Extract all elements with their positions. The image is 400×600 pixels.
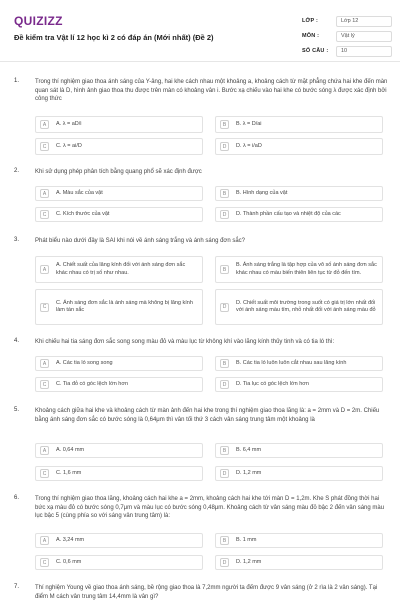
question-text: Khi chiếu hai tia sáng đơn sắc song song màu đỏ và màu lục từ không khí vào lăng kính thủy tinh và có tia ló thì: (35, 339, 335, 345)
q2-option-d[interactable] (215, 207, 383, 222)
option-text: D. Tia lục có góc lệch lớn hơn (236, 380, 309, 387)
option-text: D. Chiết suất môi trường trong suốt có giá trị lớn nhất đối với ánh sáng màu tím, nhỏ nhất đối với ánh sáng màu đỏ (236, 299, 376, 313)
option-letter: D (220, 142, 229, 151)
option-letter: D (220, 303, 229, 312)
meta-class (302, 14, 392, 28)
q3-option-c[interactable] (35, 289, 203, 325)
option-letter: A (40, 536, 49, 545)
option-letter: A (40, 359, 49, 368)
option-letter: B (220, 189, 229, 198)
q2-option-b[interactable] (215, 186, 383, 201)
meta-subject-value: Vật lý (336, 31, 392, 42)
meta-count-label: SỐ CÂU : (302, 48, 329, 54)
option-text: B. λ = D/ai (236, 120, 262, 127)
meta-count (302, 44, 392, 58)
option-letter: A (40, 265, 49, 274)
document-title: Đề kiểm tra Vật lí 12 học kì 2 có đáp án (Mới nhất) (Đề 2) (14, 33, 214, 42)
option-text: D. 1,2 mm (236, 469, 262, 476)
question-number: 2. (14, 168, 20, 174)
option-text: A. Màu sắc của vật (56, 189, 103, 196)
option-letter: D (220, 210, 229, 219)
q1-option-d[interactable] (215, 138, 383, 155)
question-text: Khoảng cách giữa hai khe và khoảng cách từ màn ảnh đến hai khe trong thí nghiệm giao thoa lăng là: a = 2mm và D = 2m. Chiếu bằng ánh sáng đơn sắc có bước sóng là 0,64μm thì vân tối thứ 3 cách vân sáng trung tâm một khoảng là (35, 408, 380, 423)
meta-subject-label: MÔN : (302, 33, 320, 39)
q4-option-c[interactable] (35, 377, 203, 392)
q4-option-b[interactable] (215, 356, 383, 371)
option-text: B. 6,4 mm (236, 446, 262, 453)
option-text: C. λ = ai/D (56, 142, 82, 149)
option-text: D. 1,2 mm (236, 558, 262, 565)
option-text: A. 0,64 mm (56, 446, 85, 453)
option-letter: C (40, 303, 49, 312)
option-letter: B (220, 536, 229, 545)
option-text: A. Các tia ló song song (56, 359, 113, 366)
question-text: Phát biểu nào dưới đây là SAI khi nói về ánh sáng trắng và ánh sáng đơn sắc? (35, 238, 246, 244)
question-number: 1. (14, 78, 20, 84)
q6-option-a[interactable] (35, 533, 203, 548)
q2-option-c[interactable] (35, 207, 203, 222)
q3-option-d[interactable] (215, 289, 383, 325)
question-text: Trong thí nghiệm giao thoa ánh sáng của Y-âng, hai khe cách nhau một khoảng a, khoảng cách từ mặt phẳng chứa hai khe đến màn quan sát là D, hình ảnh giao thoa thu được trên màn có khoảng vân i. Bước xạ chiếu vào hai khe có bước sóng λ được xác định bởi công thức (35, 79, 388, 102)
option-letter: A (40, 189, 49, 198)
option-text: B. Ánh sáng trắng là tập hợp của vô số ánh sáng đơn sắc khác nhau có màu biến thiên liên tục từ đỏ đến tím. (236, 262, 377, 276)
option-text: D. λ = i/aD (236, 142, 262, 149)
meta-count-value: 10 (336, 46, 392, 57)
q5-option-d[interactable] (215, 466, 383, 481)
meta-subject (302, 29, 392, 43)
option-text: A. λ = aD/i (56, 120, 82, 127)
option-text: B. Các tia ló luôn luôn cắt nhau sau lăng kính (236, 359, 347, 366)
quizizz-logo: QUIZIZZ (14, 14, 63, 28)
option-text: B. Hình dạng của vật (236, 189, 288, 196)
q2-option-a[interactable] (35, 186, 203, 201)
option-letter: C (40, 469, 49, 478)
option-text: D. Thành phần cấu tạo và nhiệt độ của các (236, 210, 341, 217)
q5-option-b[interactable] (215, 443, 383, 458)
q1-option-c[interactable] (35, 138, 203, 155)
option-text: C. 0,6 mm (56, 558, 82, 565)
option-text: A. Chiết suất của lăng kính đối với ánh sáng đơn sắc khác nhau có trị số như nhau. (56, 262, 186, 276)
q6-option-d[interactable] (215, 555, 383, 570)
q5-option-a[interactable] (35, 443, 203, 458)
option-text: C. Kích thước của vật (56, 210, 110, 217)
question-number: 7. (14, 584, 20, 590)
q1-option-a[interactable] (35, 116, 203, 133)
q1-option-b[interactable] (215, 116, 383, 133)
q6-option-b[interactable] (215, 533, 383, 548)
q3-option-b[interactable] (215, 256, 383, 283)
option-letter: D (220, 380, 229, 389)
option-text: C. Tia đỏ có góc lệch lớn hơn (56, 380, 129, 387)
option-letter: A (40, 446, 49, 455)
option-letter: C (40, 142, 49, 151)
option-letter: D (220, 558, 229, 567)
option-letter: B (220, 359, 229, 368)
option-text: C. 1,6 mm (56, 469, 82, 476)
option-letter: C (40, 558, 49, 567)
option-letter: B (220, 265, 229, 274)
option-letter: C (40, 210, 49, 219)
option-letter: B (220, 120, 229, 129)
q5-option-c[interactable] (35, 466, 203, 481)
q4-option-a[interactable] (35, 356, 203, 371)
option-text: B. 1 mm (236, 536, 257, 543)
option-letter: B (220, 446, 229, 455)
option-letter: C (40, 380, 49, 389)
option-letter: A (40, 120, 49, 129)
question-number: 4. (14, 338, 20, 344)
worksheet-header (0, 0, 400, 62)
q3-option-a[interactable] (35, 256, 203, 283)
meta-class-value: Lớp 12 (336, 16, 392, 27)
question-number: 6. (14, 495, 20, 501)
option-text: C. Ánh sáng đơn sắc là ánh sáng mà không bị lăng kính làm tán sắc (56, 299, 193, 313)
question-text: Thí nghiệm Young về giao thoa ánh sáng, bề rộng giao thoa là 7,2mm người ta đếm được 9 vân sáng (ở 2 rìa là 2 vân sáng). Tại điểm M cách vân trung tâm 14,4mm là vân gì? (35, 585, 378, 600)
q4-option-d[interactable] (215, 377, 383, 392)
question-number: 5. (14, 407, 20, 413)
meta-class-label: LỚP : (302, 18, 318, 24)
option-text: A. 3,24 mm (56, 536, 85, 543)
question-text: Trong thí nghiệm giao thoa lăng, khoảng cách hai khe a = 2mm, khoảng cách hai khe tới màn D = 1,2m. Khe S phát đồng thời hai bức xạ màu đỏ có bước sóng 0,7μm và màu lục có bước sóng 0,48μm. Khoảng cách từ vân sáng màu đỏ bậc 2 đến vân sáng màu lục bậc 5 (cùng phía so với sáng vân trung tâm) là: (35, 496, 385, 519)
question-text: Khi sử dụng phép phân tích bằng quang phổ sẽ xác định được (35, 169, 202, 175)
q6-option-c[interactable] (35, 555, 203, 570)
option-letter: D (220, 469, 229, 478)
question-number: 3. (14, 237, 20, 243)
